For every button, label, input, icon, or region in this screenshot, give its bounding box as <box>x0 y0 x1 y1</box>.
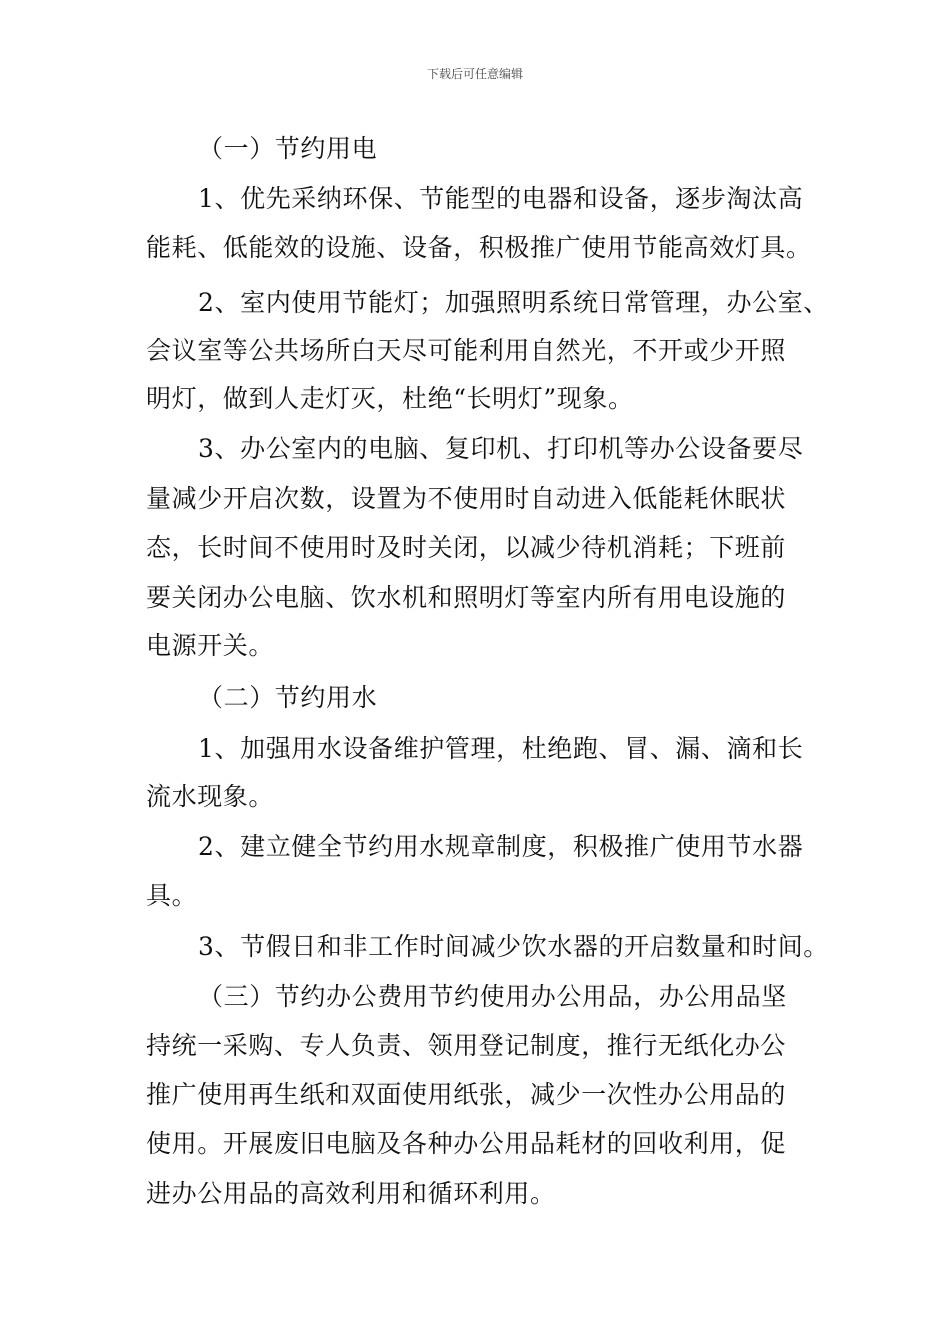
page-header-note: 下载后可任意编辑 <box>426 67 523 81</box>
paragraph-line: 2、建立健全节约用水规章制度，积极推广使用节水器 <box>198 832 804 861</box>
paragraph-line: 明灯，做到人走灯灭，杜绝“长明灯”现象。 <box>146 384 634 413</box>
paragraph-line: 3、节假日和非工作时间减少饮水器的开启数量和时间。 <box>198 932 829 961</box>
paragraph-line: 要关闭办公电脑、饮水机和照明灯等室内所有用电设施的 <box>146 583 787 612</box>
paragraph-line: 2、室内使用节能灯；加强照明系统日常管理，办公室、 <box>198 288 829 317</box>
paragraph-line: 持统一采购、专人负责、领用登记制度，推行无纸化办公 <box>146 1031 787 1060</box>
paragraph-line: 电源开关。 <box>146 631 275 660</box>
paragraph-line: 1、加强用水设备维护管理，杜绝跑、冒、漏、滴和长 <box>198 734 804 763</box>
paragraph-line: 具。 <box>146 881 198 910</box>
paragraph-line: 进办公用品的高效利用和循环利用。 <box>146 1179 556 1208</box>
paragraph-line: 流水现象。 <box>146 782 275 811</box>
section-heading-water: （二）节约用水 <box>198 683 378 712</box>
paragraph-line: 量减少开启次数，设置为不使用时自动进入低能耗休眠状 <box>146 484 787 513</box>
section-heading-electricity: （一）节约用电 <box>198 134 378 163</box>
paragraph-line: 能耗、低能效的设施、设备，积极推广使用节能高效灯具。 <box>146 233 812 262</box>
paragraph-line: 使用。开展废旧电脑及各种办公用品耗材的回收利用，促 <box>146 1129 787 1158</box>
section-heading-office-costs: （三）节约办公费用节约使用办公用品，办公用品坚 <box>198 982 787 1011</box>
paragraph-line: 态，长时间不使用时及时关闭，以减少待机消耗；下班前 <box>146 533 787 562</box>
paragraph-line: 会议室等公共场所白天尽可能利用自然光，不开或少开照 <box>146 336 787 365</box>
paragraph-line: 3、办公室内的电脑、复印机、打印机等办公设备要尽 <box>198 434 804 463</box>
paragraph-line: 推广使用再生纸和双面使用纸张，减少一次性办公用品的 <box>146 1080 787 1109</box>
paragraph-line: 1、优先采纳环保、节能型的电器和设备，逐步淘汰高 <box>198 184 804 213</box>
